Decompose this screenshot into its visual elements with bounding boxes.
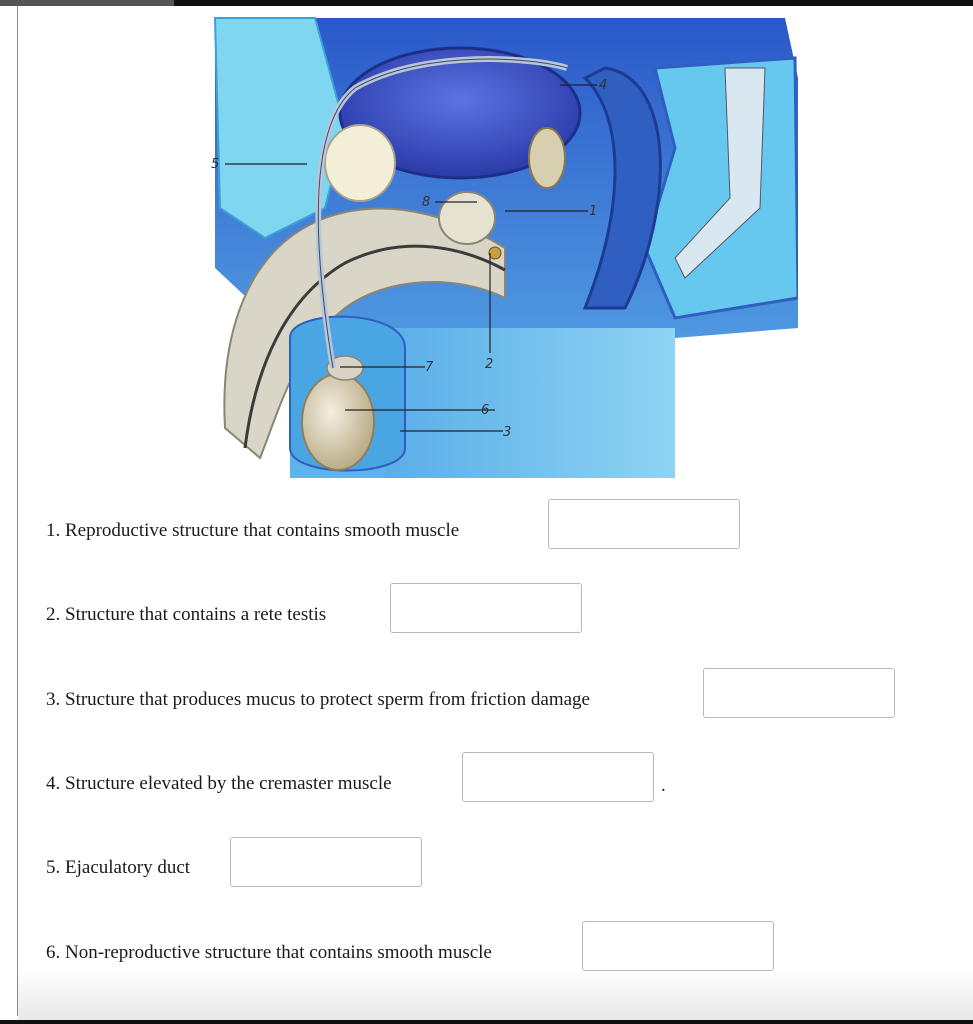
seminal-vesicle (529, 128, 565, 188)
label-8: 8 (422, 195, 431, 210)
question-text: Structure elevated by the cremaster muscle (65, 773, 392, 794)
question-text: Ejaculatory duct (65, 857, 191, 878)
question-5 (46, 857, 190, 879)
answer-box-5[interactable] (230, 837, 422, 887)
top-bar (0, 0, 973, 6)
answer-box-4[interactable] (462, 752, 654, 802)
label-3: 3 (503, 425, 512, 440)
question-1 (46, 520, 459, 542)
label-7: 7 (425, 360, 434, 375)
question-text: Non-reproductive structure that contains smooth muscle (65, 942, 492, 963)
sacrum-region (645, 58, 798, 318)
question-6 (46, 942, 492, 964)
prostate (439, 192, 495, 244)
label-1: 1 (589, 204, 598, 219)
label-5: 5 (211, 157, 220, 172)
male-reproductive-diagram (205, 8, 798, 478)
answer-box-1[interactable] (548, 499, 740, 549)
question-number: 2. (46, 604, 61, 625)
question-number: 3. (46, 689, 61, 710)
question-2 (46, 604, 326, 626)
top-tab (0, 0, 174, 6)
question-text: Structure that produces mucus to protect sperm from friction damage (65, 689, 590, 710)
question-3 (46, 689, 590, 711)
question-number: 4. (46, 773, 61, 794)
question-text: Reproductive structure that contains smooth muscle (65, 520, 460, 541)
left-border (17, 6, 18, 1016)
answer-box-2[interactable] (390, 583, 582, 633)
testis (302, 374, 374, 470)
question-number: 1. (46, 520, 61, 541)
thigh (385, 328, 675, 478)
question-number: 5. (46, 857, 61, 878)
question-4-suffix: . (661, 775, 666, 796)
question-number: 6. (46, 942, 61, 963)
label-4: 4 (599, 78, 608, 93)
bottom-fade (18, 970, 973, 1020)
label-2: 2 (485, 357, 494, 372)
question-4 (46, 773, 392, 795)
question-text: Structure that contains a rete testis (65, 604, 327, 625)
answer-box-6[interactable] (582, 921, 774, 971)
bulbourethral-gland (489, 247, 501, 259)
bottom-bar (0, 1020, 973, 1024)
label-6: 6 (481, 403, 490, 418)
pubic-bone (325, 125, 395, 201)
answer-box-3[interactable] (703, 668, 895, 718)
